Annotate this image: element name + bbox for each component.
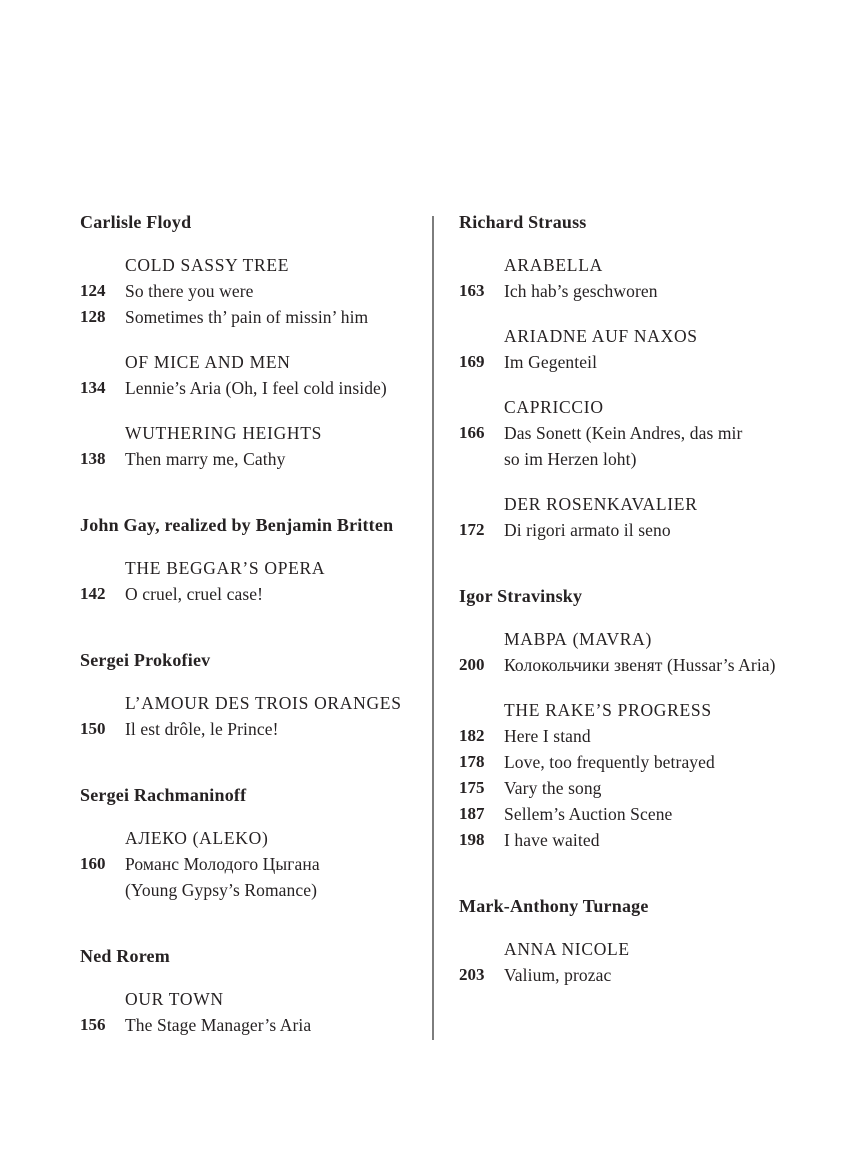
page-number: 142: [80, 584, 106, 603]
opera-title: OUR TOWN: [125, 989, 224, 1009]
aria-title: Love, too frequently betrayed: [504, 752, 715, 772]
opera-title: L’AMOUR DES TROIS ORANGES: [125, 693, 402, 713]
aria-entry: [459, 801, 834, 827]
page-number: 198: [459, 830, 485, 849]
aria-entry: [459, 652, 834, 678]
page-number: 203: [459, 965, 485, 984]
opera-group: [459, 936, 834, 988]
aria-entry: [80, 851, 432, 877]
aria-entry: [80, 446, 432, 472]
page-number: 163: [459, 281, 485, 300]
aria-title: Das Sonett (Kein Andres, das mir: [504, 423, 743, 443]
aria-title: Ich hab’s geschworen: [504, 281, 658, 301]
aria-title: Il est drôle, le Prince!: [125, 719, 279, 739]
composer-name: Ned Rorem: [80, 946, 170, 966]
aria-entry: [459, 962, 834, 988]
aria-entry: [80, 278, 432, 304]
opera-title: THE RAKE’S PROGRESS: [504, 700, 712, 720]
aria-entry: [459, 278, 834, 304]
aria-entry: [459, 517, 834, 543]
toc-columns: [80, 211, 834, 1040]
aria-title: Sometimes th’ pain of missin’ him: [125, 307, 369, 327]
page-number: 178: [459, 752, 485, 771]
page-number: 124: [80, 281, 106, 300]
aria-title: I have waited: [504, 830, 600, 850]
aria-title: so im Herzen loht): [504, 449, 637, 469]
toc-column-right: [434, 211, 834, 988]
page-number: 138: [80, 449, 106, 468]
composer-section: [459, 585, 834, 853]
page-number: 134: [80, 378, 106, 397]
page-number: 166: [459, 423, 485, 442]
opera-title: COLD SASSY TREE: [125, 255, 290, 275]
aria-title: So there you were: [125, 281, 254, 301]
aria-title: Valium, prozac: [504, 965, 612, 985]
aria-entry: [459, 775, 834, 801]
aria-entry: [80, 1012, 432, 1038]
composer-name: Sergei Rachmaninoff: [80, 785, 247, 805]
opera-group: [459, 626, 834, 678]
page-number: 172: [459, 520, 485, 539]
toc-column-left: [80, 211, 432, 1038]
aria-entry: [459, 349, 834, 375]
aria-title: Di rigori armato il seno: [504, 520, 671, 540]
aria-entry: [459, 420, 834, 446]
opera-title: THE BEGGAR’S OPERA: [125, 558, 326, 578]
aria-title: The Stage Manager’s Aria: [125, 1015, 312, 1035]
page-number: 128: [80, 307, 106, 326]
opera-group: [459, 323, 834, 375]
aria-title: O cruel, cruel case!: [125, 584, 264, 604]
opera-group: [80, 690, 432, 742]
opera-group: [80, 555, 432, 607]
aria-title: Then marry me, Cathy: [125, 449, 286, 469]
aria-title: Im Gegenteil: [504, 352, 598, 372]
page-number: 160: [80, 854, 106, 873]
aria-entry: [80, 716, 432, 742]
opera-title: WUTHERING HEIGHTS: [125, 423, 323, 443]
aria-title: Here I stand: [504, 726, 591, 746]
opera-title: ARIADNE AUF NAXOS: [504, 326, 698, 346]
aria-title: Lennie’s Aria (Oh, I feel cold inside): [125, 378, 387, 398]
page-number: 156: [80, 1015, 106, 1034]
composer-section: [80, 211, 432, 472]
opera-group: [80, 825, 432, 903]
aria-entry: [459, 749, 834, 775]
composer-section: [80, 649, 432, 742]
opera-group: [80, 420, 432, 472]
aria-title: Sellem’s Auction Scene: [504, 804, 673, 824]
aria-entry: [80, 304, 432, 330]
opera-group: [459, 252, 834, 304]
opera-title: МАВРА (MAVRA): [504, 629, 653, 649]
composer-section: [459, 895, 834, 988]
composer-section: [80, 514, 432, 607]
page-number: 182: [459, 726, 485, 745]
opera-group: [80, 349, 432, 401]
composer-name: Carlisle Floyd: [80, 212, 192, 232]
composer-section: [459, 211, 834, 543]
aria-title: Романс Молодого Цыгана: [125, 854, 320, 874]
aria-entry: [459, 827, 834, 853]
opera-group: [459, 491, 834, 543]
opera-title: АЛЕКО (ALEKO): [125, 828, 269, 848]
opera-group: [80, 252, 432, 330]
opera-title: OF MICE AND MEN: [125, 352, 291, 372]
aria-title: (Young Gypsy’s Romance): [125, 880, 318, 900]
aria-title: Vary the song: [504, 778, 602, 798]
page-number: 200: [459, 655, 485, 674]
aria-entry-continuation: [459, 446, 834, 472]
page-number: [80, 877, 125, 903]
opera-title: ARABELLA: [504, 255, 603, 275]
opera-group: [459, 697, 834, 853]
aria-entry: [80, 581, 432, 607]
page-number: 187: [459, 804, 485, 823]
composer-section: [80, 945, 432, 1038]
opera-title: ANNA NICOLE: [504, 939, 630, 959]
page-number: 175: [459, 778, 485, 797]
page-number: 169: [459, 352, 485, 371]
composer-name: Mark-Anthony Turnage: [459, 896, 649, 916]
composer-section: [80, 784, 432, 903]
opera-group: [459, 394, 834, 472]
aria-entry: [80, 375, 432, 401]
opera-title: CAPRICCIO: [504, 397, 604, 417]
aria-entry-continuation: [80, 877, 432, 903]
composer-name: John Gay, realized by Benjamin Britten: [80, 515, 394, 535]
aria-title: Колокольчики звенят (Hussar’s Aria): [504, 655, 776, 675]
opera-group: [80, 986, 432, 1038]
composer-name: Igor Stravinsky: [459, 586, 583, 606]
aria-entry: [459, 723, 834, 749]
page-number: [459, 446, 504, 472]
composer-name: Richard Strauss: [459, 212, 587, 232]
opera-title: DER ROSENKAVALIER: [504, 494, 698, 514]
composer-name: Sergei Prokofiev: [80, 650, 211, 670]
page-number: 150: [80, 719, 106, 738]
